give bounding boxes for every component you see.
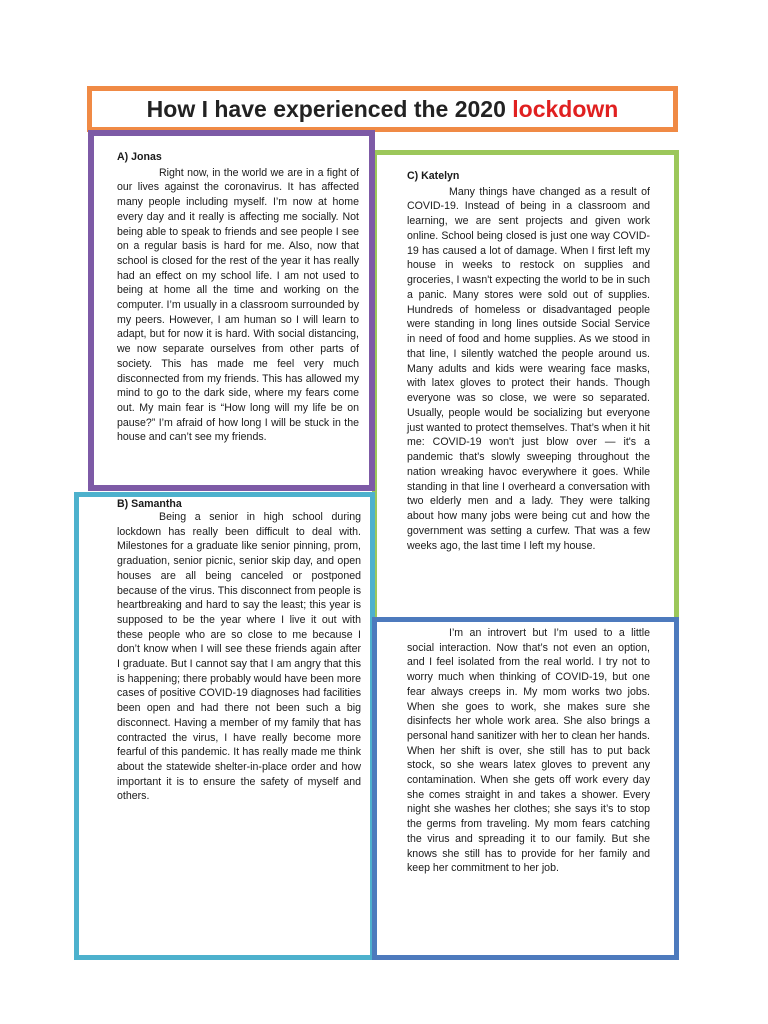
jonas-heading: A) Jonas xyxy=(117,151,162,163)
title-highlight: lockdown xyxy=(512,95,619,122)
jonas-body: Right now, in the world we are in a fight of our lives against the coronavirus. It has affected many people including myself. I’m now at home every day and it really is affecting me socially. Not being able to speak to friends and see people I see on a regular basis is hard for me. Also, now that school is closed for the rest of the year it has really had an effect on my school life. I am not used to being at home all the time and working on the computer. I’m usually in a classroom surrounded by my peers. However, I am human so I will learn to adapt, but for now it is hard. With social distancing, we now separate ourselves from other parts of society. This has made me feel very much disconnected from my friends. This has allowed my mind to go to the dark side, where my fears come out. My main fear is “How long will my life be on pause?” I’m afraid of how long I will be stuck in the house and can’t see my friends. xyxy=(117,166,359,444)
karina-section xyxy=(372,617,679,960)
karina-body: I’m an introvert but I’m used to a little social interaction. Now that’s not even an option, and I feel isolated from the real world. I try not to worry much when thinking of COVID-19, but one fear always creeps in. My mom works two jobs. When she goes to work, she makes sure she disinfects her whole work area. She also brings a personal hand sanitizer with her to clean her hands. When her shift is over, she still has to put back stock, so she wears latex gloves to prevent any contamination. When she gets off work every day she comes straight in and takes a shower. Every night she washes her clothes; she says it’s to stop the germs from traveling. My mom fears catching the virus and spreading it to our family. But she knows she still has to provide for her family and keep her commitment to her job. xyxy=(407,627,650,875)
samantha-heading: B) Samantha xyxy=(117,498,182,510)
katelyn-section xyxy=(372,150,679,626)
katelyn-heading: C) Katelyn xyxy=(407,170,460,182)
title-box xyxy=(87,86,678,132)
page-title xyxy=(147,96,619,123)
samantha-section xyxy=(74,492,375,960)
katelyn-body: Many things have changed as a result of COVID-19. Instead of being in a classroom and learning, we are sent projects and given work online. School being closed is just one way COVID-19 has caused a lot of damage. When I first left my house in weeks to restock on supplies and groceries, I wasn't expecting the world to be in such a panic. Many stores were sold out of supplies. Hundreds of homeless or disadvantaged people were standing in long lines outside Social Service in need of food and home supplies. As we stood in that line, I silently watched the people around us. Many adults and kids were wearing face masks, with latex gloves to protect their hands. Though everyone was so close, we were so separated. Usually, people would be socializing but everyone just wanted to protect themselves. That’s when it hit me: COVID-19 won't just blow over — it's a pandemic that's slowly sweeping throughout the nation wreaking havoc everywhere it goes. While standing in that line I overheard a conversation with two elderly men and a lady. They were talking about how many jobs were being cut and how the government was setting a curfew. That was a few weeks ago, the last time I left my house. xyxy=(407,185,650,552)
jonas-section xyxy=(88,130,375,491)
samantha-body: Being a senior in high school during lockdown has really been difficult to deal with. Milestones for a graduate like senior pinning, prom, graduation, senior picnic, senior skip day, and open houses are all being canceled or postponed because of the virus. This disconnect from people is heartbreaking and hard to say the least; this year is supposed to be the year where I live it out with these people who are so close to me because I don’t know when I will see these friends again after I graduate. But I cannot say that I am angry that this is happening; there probably would have been more cases of positive COVID-19 diagnoses had facilities been open and had there not been such a big disconnect. Having a member of my family that has contracted the virus, I have really become more fearful of this pandemic. It has really made me think about the statewide shelter-in-place order and how important it is to ensure the safety of myself and others. xyxy=(117,511,361,803)
title-main: How I have experienced the 2020 xyxy=(146,95,513,122)
